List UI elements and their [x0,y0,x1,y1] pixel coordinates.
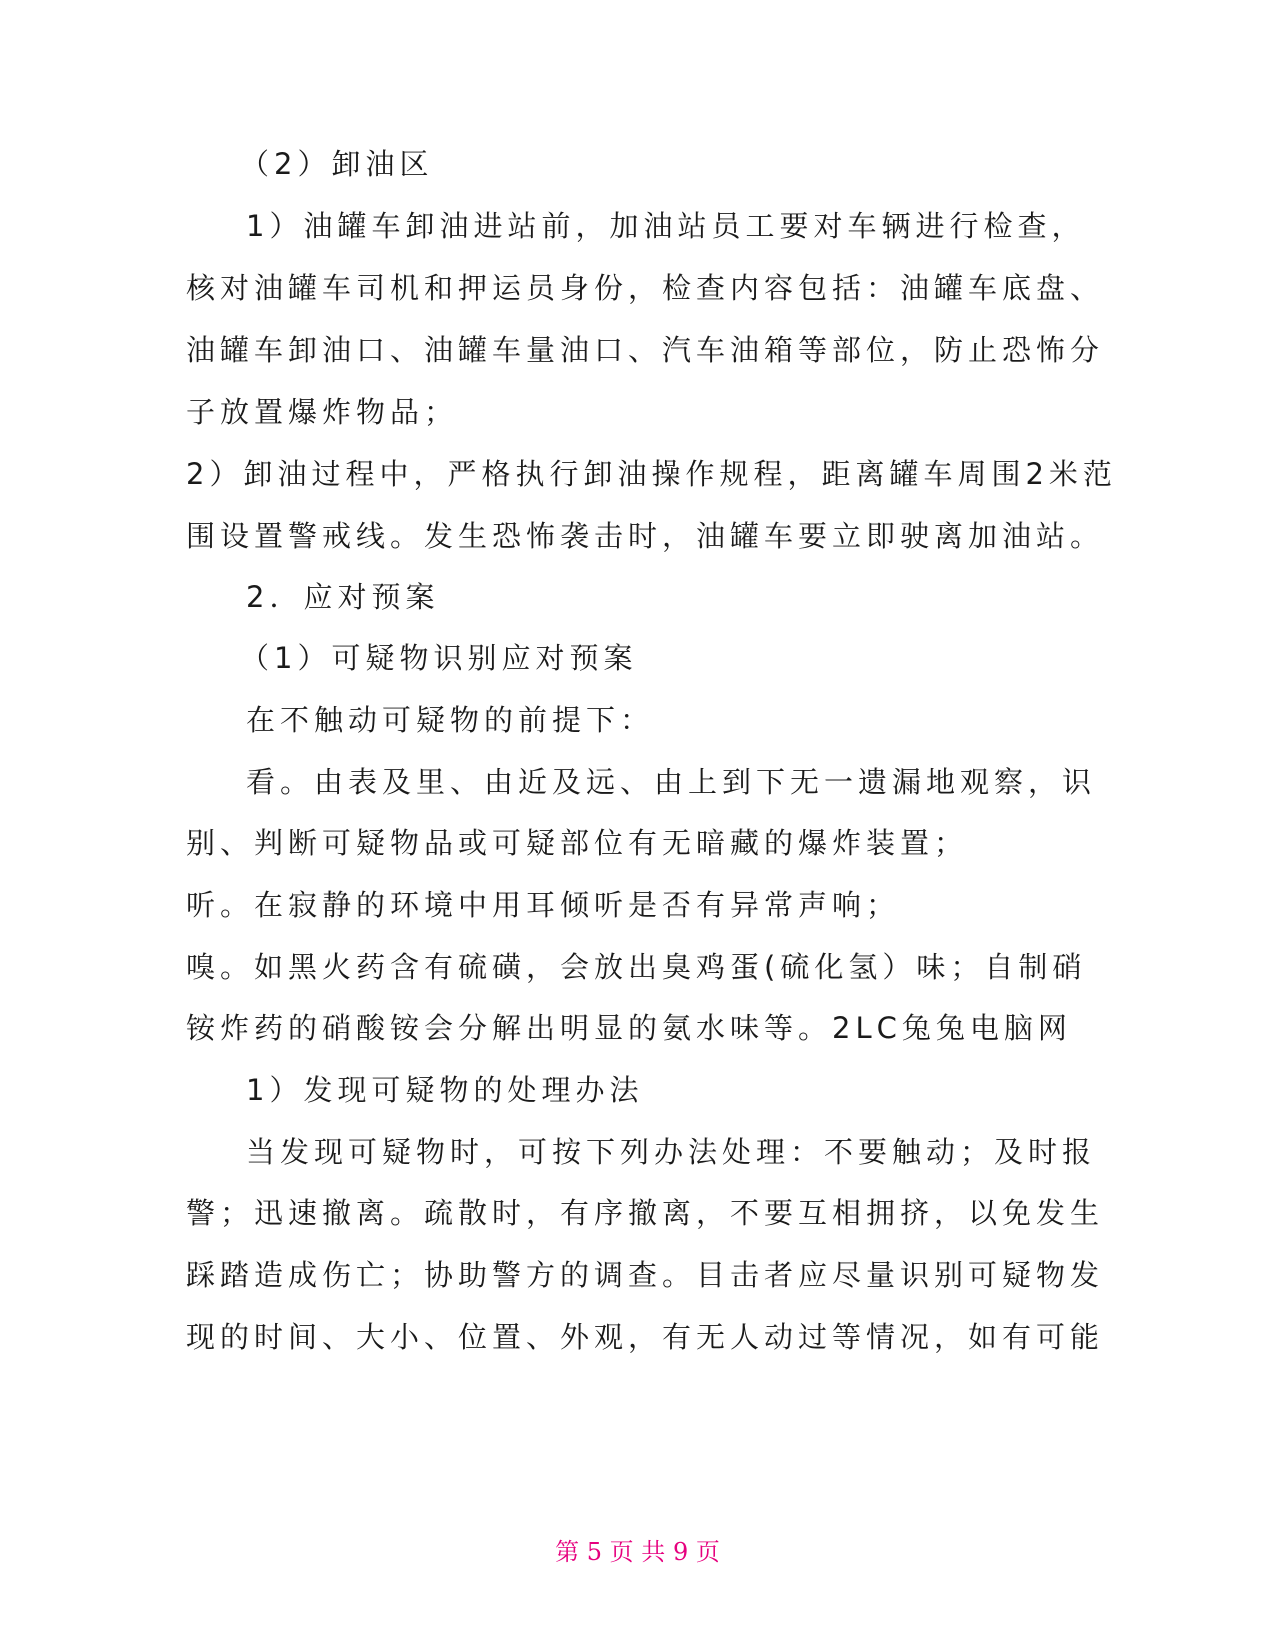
paragraph-line: 1）油罐车卸油进站前，加油站员工要对车辆进行检查， [246,209,1086,243]
paragraph-line: 油罐车卸油口、油罐车量油口、汽车油箱等部位，防止恐怖分 [186,333,1105,367]
paragraph-line: 子放置爆炸物品； [186,395,459,429]
paragraph-line: 2）卸油过程中，严格执行卸油操作规程，距离罐车周围2米范 [186,457,1117,491]
paragraph-line: 现的时间、大小、位置、外观，有无人动过等情况，如有可能 [186,1320,1105,1354]
paragraph-line: 核对油罐车司机和押运员身份，检查内容包括：油罐车底盘、 [186,271,1105,305]
paragraph-line: 铵炸药的硝酸铵会分解出明显的氨水味等。2LC兔兔电脑网 [186,1011,1072,1045]
section-heading-response-plan: 2．应对预案 [246,580,440,614]
paragraph-line: 听。在寂静的环境中用耳倾听是否有异常声响； [186,888,901,922]
subheading-handling-method: 1）发现可疑物的处理办法 [246,1073,644,1107]
subheading-suspicious-object: （1）可疑物识别应对预案 [240,641,638,675]
paragraph-line: 警；迅速撤离。疏散时，有序撤离，不要互相拥挤，以免发生 [186,1196,1105,1230]
page-number-footer: 第 5 页 共 9 页 [555,1538,720,1566]
paragraph-line: 嗅。如黑火药含有硫磺，会放出臭鸡蛋(硫化氢）味；自制硝 [186,950,1087,984]
paragraph-line: 当发现可疑物时，可按下列办法处理：不要触动；及时报 [246,1135,1097,1169]
paragraph-line: 在不触动可疑物的前提下： [246,703,655,737]
paragraph-line: 看。由表及里、由近及远、由上到下无一遗漏地观察，识 [246,765,1097,799]
paragraph-line: 踩踏造成伤亡；协助警方的调查。目击者应尽量识别可疑物发 [186,1258,1105,1292]
paragraph-line: 别、判断可疑物品或可疑部位有无暗藏的爆炸装置； [186,826,969,860]
paragraph-line: 围设置警戒线。发生恐怖袭击时，油罐车要立即驶离加油站。 [186,519,1105,553]
subheading-unloading-area: （2）卸油区 [240,147,434,181]
